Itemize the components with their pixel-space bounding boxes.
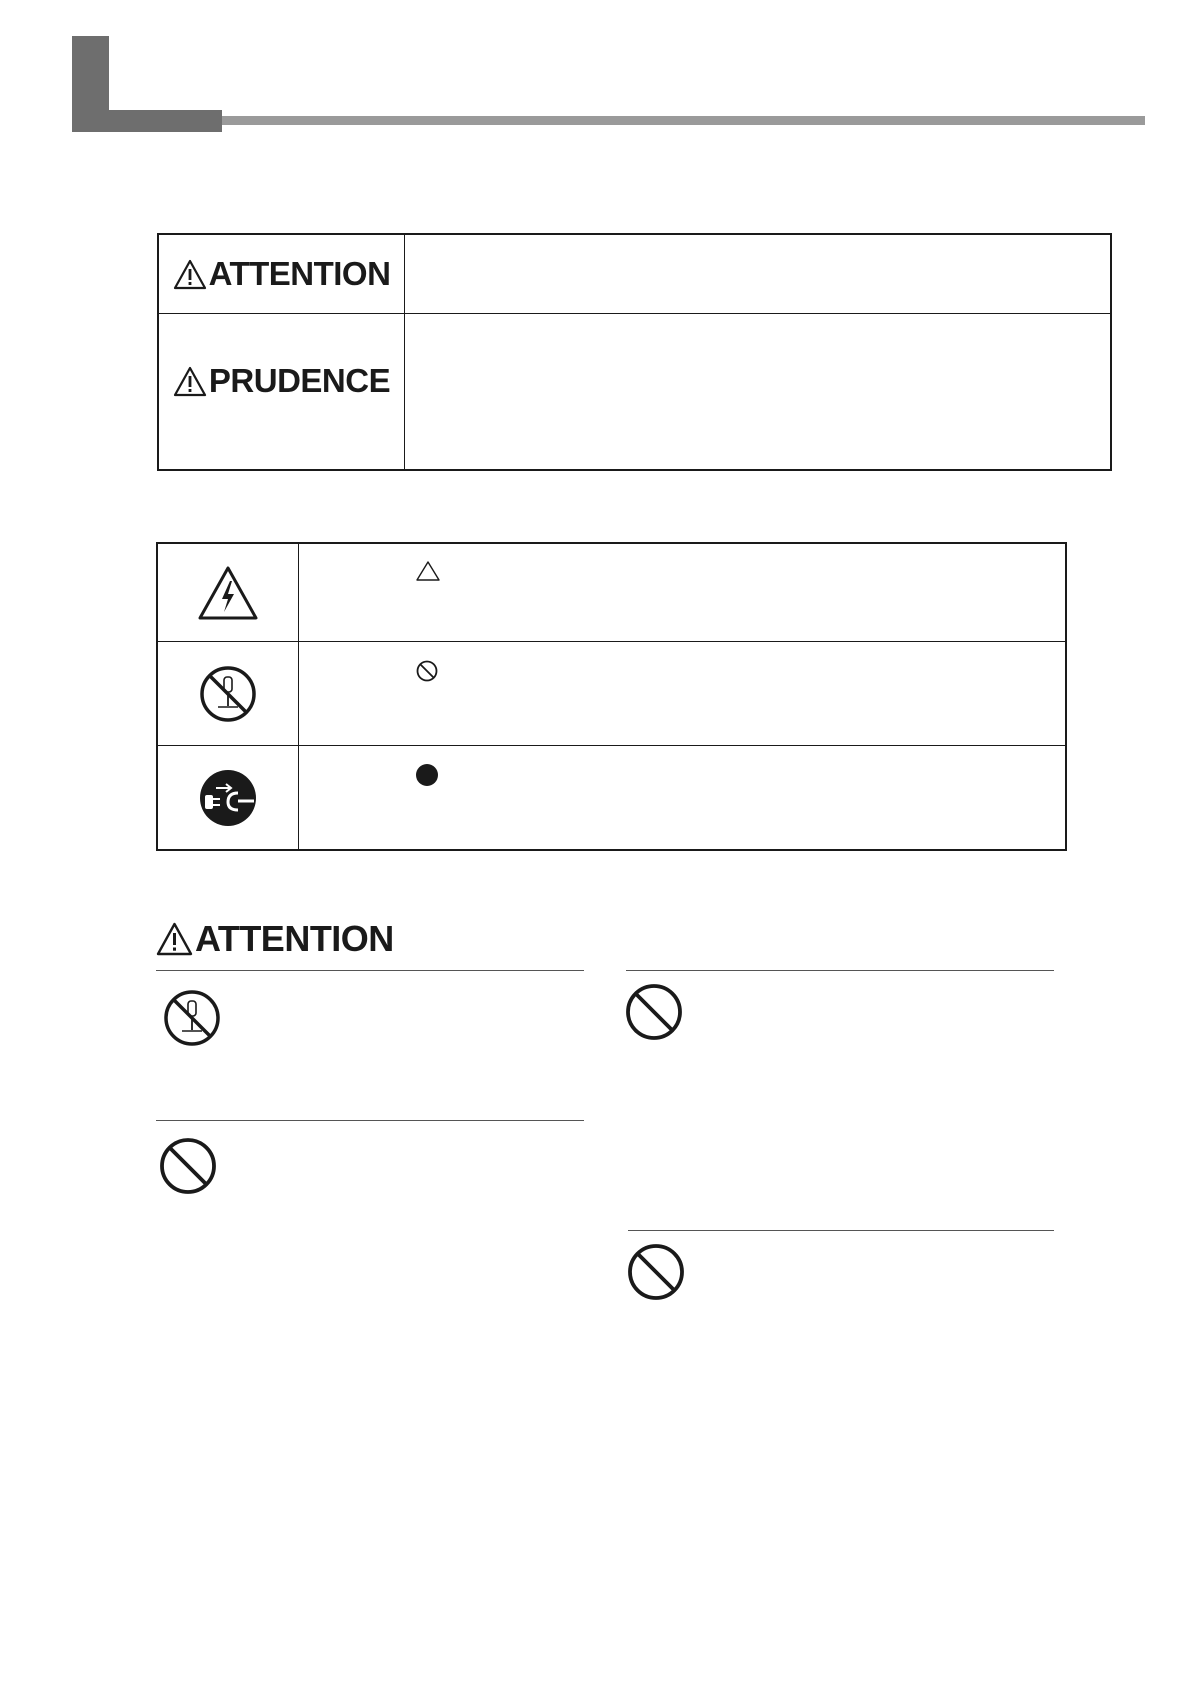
no-disassembly-icon <box>198 664 258 724</box>
prohibition-icon <box>624 982 684 1042</box>
warning-triangle-icon <box>156 922 193 956</box>
attention-section-heading <box>156 918 394 960</box>
prohibition-icon <box>158 1136 218 1196</box>
left-item-rule <box>156 970 584 971</box>
symbol-row-disassembly <box>158 641 1065 745</box>
warning-triangle-icon <box>173 366 207 397</box>
attention-label: ATTENTION <box>173 255 391 293</box>
unplug-power-icon <box>198 768 258 828</box>
symbol-table <box>156 542 1067 851</box>
symbol-row-unplug <box>158 745 1065 849</box>
signal-word-table <box>157 233 1112 471</box>
prohibition-small-icon <box>415 659 439 683</box>
electric-shock-icon <box>197 565 259 621</box>
header-rule <box>222 116 1145 125</box>
signal-row-prudence <box>159 313 1110 469</box>
right-item-rule <box>626 970 1054 971</box>
attention-heading-text: ATTENTION <box>195 918 394 959</box>
header-accent-foot <box>72 110 222 132</box>
symbol-row-electric <box>158 544 1065 641</box>
prohibition-icon <box>626 1242 686 1302</box>
prudence-label: PRUDENCE <box>173 362 390 400</box>
triangle-outline-icon <box>415 560 441 582</box>
signal-row-attention <box>159 235 1110 313</box>
left-item-rule <box>156 1120 584 1121</box>
right-item-rule <box>628 1230 1054 1231</box>
filled-circle-icon <box>415 763 439 787</box>
warning-triangle-icon <box>173 259 207 290</box>
no-disassembly-icon <box>162 988 222 1048</box>
